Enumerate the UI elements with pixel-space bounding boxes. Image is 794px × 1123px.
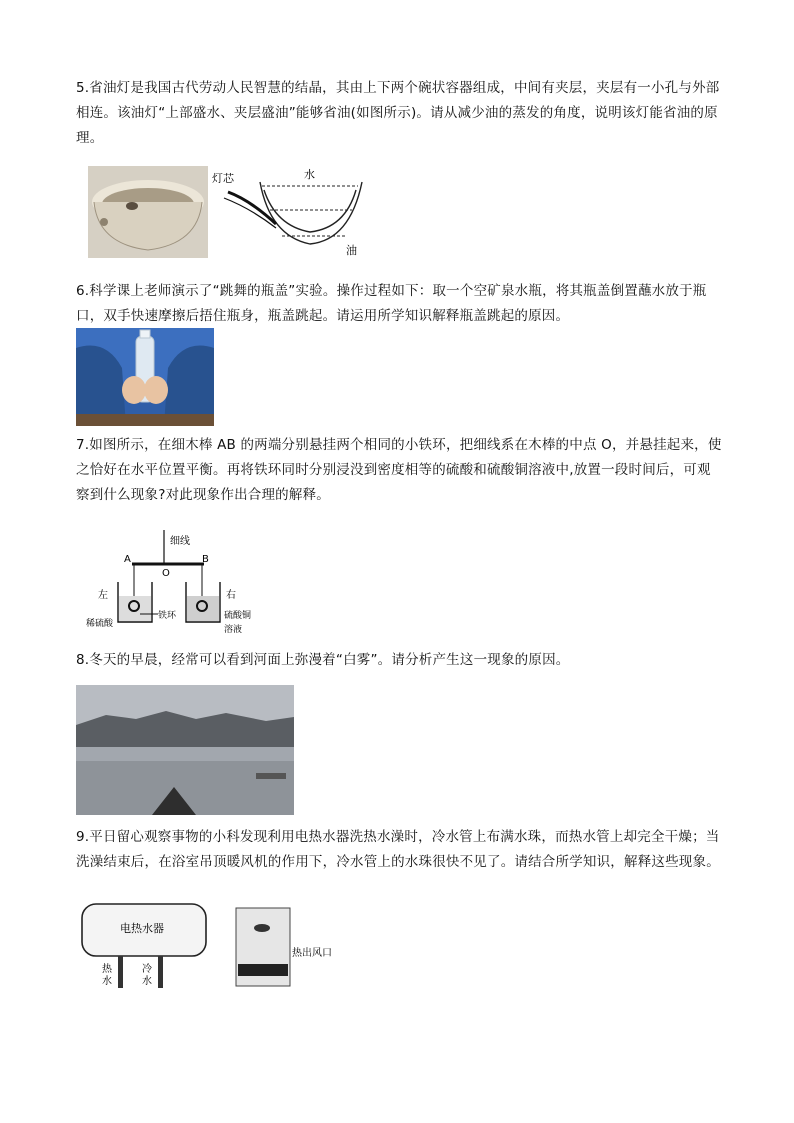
thread-label: 细线 <box>170 536 190 547</box>
water-heater-diagram <box>80 900 210 990</box>
question-6-text: 6.科学课上老师演示了“跳舞的瓶盖”实验。操作过程如下：取一个空矿泉水瓶，将其瓶盖倒置蘸水放于瓶口，双手快速摩擦后捂住瓶身，瓶盖跳起。请运用所学知识解释瓶盖跳起的原因。 <box>76 283 707 324</box>
river-fog-photo <box>76 685 294 815</box>
cold-pipe-label-2: 水 <box>142 976 152 987</box>
left-label: 左 <box>98 590 108 601</box>
hot-pipe-label-2: 水 <box>102 976 112 987</box>
vent-label: 热出风口 <box>292 948 332 959</box>
dilute-acid-label: 稀硫酸 <box>86 619 114 629</box>
oil-lamp-diagram <box>210 166 370 258</box>
oil-label: 油 <box>346 244 357 257</box>
ceiling-heater-diagram <box>232 906 342 990</box>
oil-lamp-photo <box>88 166 208 258</box>
hot-pipe-label: 热 <box>102 964 112 975</box>
water-label: 水 <box>304 168 315 181</box>
iron-ring-lever-diagram <box>86 528 276 640</box>
bottle-cap-photo <box>76 328 214 426</box>
question-8-text: 8.冬天的早晨，经常可以看到河面上弥漫着“白雾”。请分析产生这一现象的原因。 <box>76 652 570 668</box>
cuso4-label-line1: 硫酸铜 <box>224 611 252 621</box>
heater-label: 电热水器 <box>120 922 164 935</box>
question-7-text: 7.如图所示，在细木棒 AB 的两端分别悬挂两个相同的小铁环，把细线系在木棒的中点 O，并悬挂起来，使之恰好在水平位置平衡。再将铁环同时分别浸没到密度相等的硫酸和硫酸铜溶液中,放置一段时间后，可观察到什么现象?对此现象作出合理的解释。 <box>76 437 722 503</box>
point-b-label: B <box>202 554 209 565</box>
point-o-label: O <box>162 568 170 579</box>
question-5-text: 5.省油灯是我国古代劳动人民智慧的结晶，其由上下两个碗状容器组成，中间有夹层，夹层有一小孔与外部相连。该油灯“上部盛水、夹层盛油”能够省油(如图所示)。请从减少油的蒸发的角度，说明该灯能省油的原理。 <box>76 80 720 146</box>
right-label: 右 <box>226 590 236 601</box>
point-a-label: A <box>124 554 131 565</box>
cuso4-label-line2: 溶液 <box>224 625 243 635</box>
cold-pipe-label: 冷 <box>142 964 152 975</box>
question-9-text: 9.平日留心观察事物的小科发现利用电热水器洗热水澡时，冷水管上布满水珠，而热水管上却完全干燥；当洗澡结束后，在浴室吊顶暖风机的作用下，冷水管上的水珠很快不见了。请结合所学知识，解释这些现象。 <box>76 829 720 870</box>
wick-label: 灯芯 <box>212 172 234 185</box>
iron-ring-label: 铁环 <box>158 611 177 621</box>
